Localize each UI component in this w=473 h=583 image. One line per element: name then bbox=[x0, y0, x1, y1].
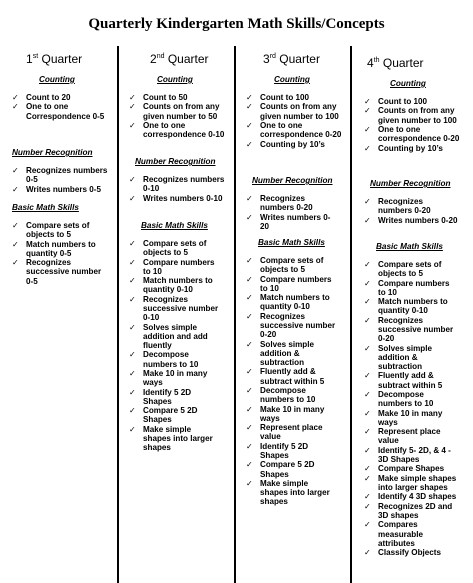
section-heading-basic-math-skills: Basic Math Skills bbox=[12, 203, 79, 212]
list-item: ✓ Counts on from any given number to 100 bbox=[364, 106, 464, 124]
skill-list-number-recognition bbox=[364, 197, 459, 225]
skill-list-counting bbox=[129, 93, 225, 140]
list-item: ✓ Make 10 in many ways bbox=[246, 405, 336, 423]
section-heading-counting: Counting bbox=[157, 75, 193, 84]
list-item: ✓ Make simple shapes into larger shapes bbox=[364, 474, 459, 492]
list-item: ✓ Counting by 10’s bbox=[364, 144, 464, 153]
list-item: ✓ Recognizes successive number 0-5 bbox=[12, 258, 102, 286]
list-item: ✓ Identify 5 2D Shapes bbox=[246, 442, 336, 460]
list-item: ✓ Solves simple addition and add fluently bbox=[129, 323, 219, 351]
skill-list-basic-math-skills bbox=[364, 260, 459, 558]
list-item: ✓ Compares measurable attributes bbox=[364, 520, 459, 548]
section-heading-basic-math-skills: Basic Math Skills bbox=[141, 221, 208, 230]
list-item: ✓ Recognizes numbers 0-5 bbox=[12, 166, 110, 184]
skill-list-number-recognition bbox=[246, 194, 336, 231]
list-item: ✓ Make 10 in many ways bbox=[364, 409, 459, 427]
list-item: ✓ Writes numbers 0-5 bbox=[12, 185, 110, 194]
list-item: ✓ Recognizes successive number 0-20 bbox=[246, 312, 336, 340]
list-item: ✓ Match numbers to quantity 0-10 bbox=[246, 293, 336, 311]
quarter-heading: 1st Quarter bbox=[26, 52, 83, 66]
section-heading-number-recognition: Number Recognition bbox=[135, 157, 216, 166]
list-item: ✓ Counts on from any given number to 100 bbox=[246, 102, 342, 120]
list-item: ✓ Recognizes numbers 0-20 bbox=[246, 194, 336, 212]
skill-list-basic-math-skills bbox=[129, 239, 219, 453]
column-divider-2 bbox=[234, 46, 236, 583]
list-item: ✓ Recognizes numbers 0-10 bbox=[129, 175, 225, 193]
skill-list-number-recognition bbox=[129, 175, 225, 203]
list-item: ✓ Represent place value bbox=[364, 427, 459, 445]
list-item: ✓ Compare sets of objects to 5 bbox=[246, 256, 336, 274]
quarter-heading: 4th Quarter bbox=[367, 56, 424, 70]
section-heading-counting: Counting bbox=[39, 75, 75, 84]
skill-list-basic-math-skills bbox=[12, 221, 102, 286]
list-item: ✓ Fluently add & subtract within 5 bbox=[246, 367, 336, 385]
section-heading-counting: Counting bbox=[390, 79, 426, 88]
list-item: ✓ Recognizes successive number 0-10 bbox=[129, 295, 219, 323]
skill-list-counting bbox=[246, 93, 342, 149]
skill-list-number-recognition bbox=[12, 166, 110, 194]
list-item: ✓ Identify 4 3D shapes bbox=[364, 492, 459, 501]
section-heading-counting: Counting bbox=[274, 75, 310, 84]
list-item: ✓ Recognizes 2D and 3D shapes bbox=[364, 502, 459, 520]
quarter-heading: 2nd Quarter bbox=[150, 52, 209, 66]
list-item: ✓ Match numbers to quantity 0-5 bbox=[12, 240, 102, 258]
list-item: ✓ Count to 100 bbox=[364, 97, 464, 106]
list-item: ✓ One to one Correspondence 0-5 bbox=[12, 102, 110, 120]
list-item: ✓ Decompose numbers to 10 bbox=[364, 390, 459, 408]
list-item: ✓ Represent place value bbox=[246, 423, 336, 441]
list-item: ✓ Decompose numbers to 10 bbox=[129, 350, 219, 368]
quarter-heading: 3rd Quarter bbox=[263, 52, 320, 66]
list-item: ✓ Compare 5 2D Shapes bbox=[129, 406, 219, 424]
list-item: ✓ Writes numbers 0-10 bbox=[129, 194, 225, 203]
list-item: ✓ Compare sets of objects to 5 bbox=[12, 221, 102, 239]
list-item: ✓ Recognizes successive number 0-20 bbox=[364, 316, 459, 344]
skill-list-basic-math-skills bbox=[246, 256, 336, 507]
list-item: ✓ Compare 5 2D Shapes bbox=[246, 460, 336, 478]
list-item: ✓ Compare numbers to 10 bbox=[364, 279, 459, 297]
list-item: ✓ Compare sets of objects to 5 bbox=[129, 239, 219, 257]
section-heading-number-recognition: Number Recognition bbox=[370, 179, 451, 188]
list-item: ✓ One to one correspondence 0-10 bbox=[129, 121, 225, 139]
list-item: ✓ Solves simple addition & subtraction bbox=[364, 344, 459, 372]
list-item: ✓ One to one correspondence 0-20 bbox=[364, 125, 464, 143]
page-title: Quarterly Kindergarten Math Skills/Concepts bbox=[88, 16, 385, 32]
list-item: ✓ Match numbers to quantity 0-10 bbox=[364, 297, 459, 315]
column-divider-1 bbox=[117, 46, 119, 583]
list-item: ✓ Make 10 in many ways bbox=[129, 369, 219, 387]
section-heading-basic-math-skills: Basic Math Skills bbox=[376, 242, 443, 251]
list-item: ✓ Solves simple addition & subtraction bbox=[246, 340, 336, 368]
section-heading-basic-math-skills: Basic Math Skills bbox=[258, 238, 325, 247]
list-item: ✓ Fluently add & subtract within 5 bbox=[364, 371, 459, 389]
list-item: ✓ Count to 20 bbox=[12, 93, 110, 102]
list-item: ✓ Counts on from any given number to 50 bbox=[129, 102, 225, 120]
list-item: ✓ Compare numbers to 10 bbox=[246, 275, 336, 293]
list-item: ✓ Decompose numbers to 10 bbox=[246, 386, 336, 404]
list-item: ✓ Classify Objects bbox=[364, 548, 459, 557]
list-item: ✓ Compare sets of objects to 5 bbox=[364, 260, 459, 278]
skill-list-counting bbox=[12, 93, 110, 121]
list-item: ✓ Count to 100 bbox=[246, 93, 342, 102]
list-item: ✓ Make simple shapes into larger shapes bbox=[129, 425, 219, 453]
list-item: ✓ One to one correspondence 0-20 bbox=[246, 121, 342, 139]
list-item: ✓ Compare numbers to 10 bbox=[129, 258, 219, 276]
list-item: ✓ Identify 5- 2D, & 4 - 3D Shapes bbox=[364, 446, 459, 464]
list-item: ✓ Match numbers to quantity 0-10 bbox=[129, 276, 219, 294]
list-item: ✓ Recognizes numbers 0-20 bbox=[364, 197, 459, 215]
list-item: ✓ Count to 50 bbox=[129, 93, 225, 102]
list-item: ✓ Writes numbers 0-20 bbox=[246, 213, 336, 231]
list-item: ✓ Compare Shapes bbox=[364, 464, 459, 473]
list-item: ✓ Writes numbers 0-20 bbox=[364, 216, 459, 225]
section-heading-number-recognition: Number Recognition bbox=[12, 148, 93, 157]
list-item: ✓ Counting by 10’s bbox=[246, 140, 342, 149]
list-item: ✓ Make simple shapes into larger shapes bbox=[246, 479, 336, 507]
column-divider-3 bbox=[350, 46, 352, 583]
section-heading-number-recognition: Number Recognition bbox=[252, 176, 333, 185]
list-item: ✓ Identify 5 2D Shapes bbox=[129, 388, 219, 406]
skill-list-counting bbox=[364, 97, 464, 153]
